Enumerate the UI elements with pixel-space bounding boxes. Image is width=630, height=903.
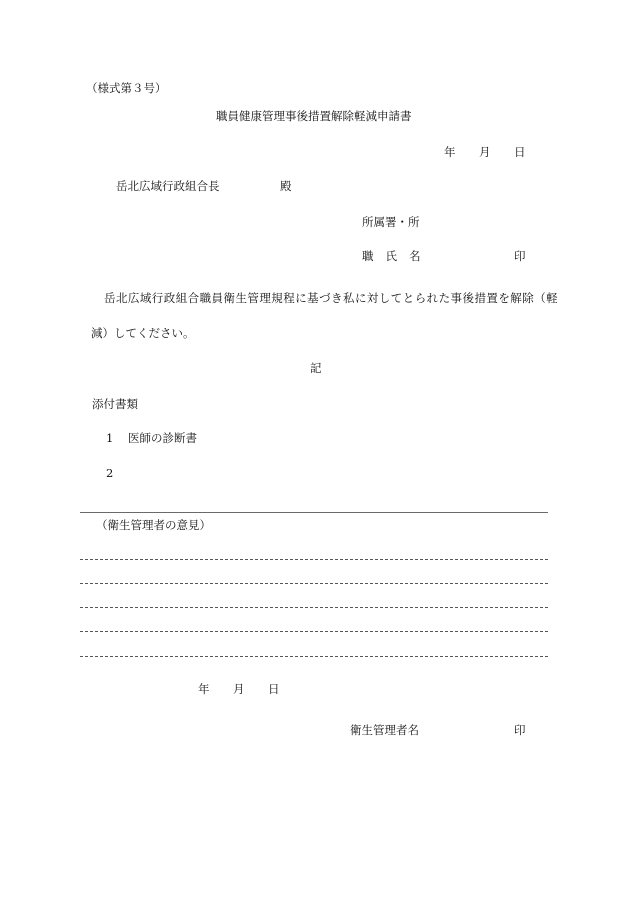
attachment-item-number: 2 — [106, 466, 114, 480]
department-label: 所属署・所 — [362, 215, 420, 229]
applicant-name-label — [362, 251, 421, 263]
opinion-writing-line — [80, 607, 548, 608]
body-text-line-1: 岳北広域行政組合職員衛生管理規程に基づき私に対してとられた事後措置を解除（軽 — [104, 291, 559, 305]
date-bottom-month-label: 月 — [233, 682, 245, 696]
form-number: （様式第３号） — [86, 81, 167, 95]
date-top-year-label: 年 — [444, 145, 456, 159]
opinion-heading: （衛生管理者の意見） — [96, 518, 211, 532]
attachments-heading: 添付書類 — [92, 397, 138, 411]
section-divider — [80, 512, 548, 513]
attachment-item-number: 1 — [106, 431, 114, 445]
addressee-name: 岳北広域行政組合長 — [116, 179, 220, 193]
document-title: 職員健康管理事後措置解除軽減申請書 — [216, 109, 412, 123]
officer-seal-label: 印 — [514, 723, 526, 737]
opinion-writing-line — [80, 559, 548, 560]
attachment-item-text: 医師の診断書 — [128, 431, 197, 445]
ki-label: 記 — [310, 361, 322, 375]
addressee-honorific: 殿 — [280, 179, 292, 193]
officer-name-label: 衛生管理者名 — [350, 723, 419, 737]
applicant-seal-label: 印 — [514, 249, 526, 263]
date-bottom-year-label: 年 — [198, 682, 210, 696]
body-text-line-2: 減）してください。 — [91, 326, 195, 340]
opinion-writing-line — [80, 631, 548, 632]
date-bottom-day-label: 日 — [268, 682, 280, 696]
name-label-char: 職 — [362, 249, 374, 263]
date-top-day-label: 日 — [514, 145, 526, 159]
opinion-writing-line — [80, 656, 548, 657]
name-label-char: 氏 — [385, 249, 397, 263]
name-label-char: 名 — [409, 249, 421, 263]
opinion-writing-line — [80, 583, 548, 584]
date-top-month-label: 月 — [479, 145, 491, 159]
